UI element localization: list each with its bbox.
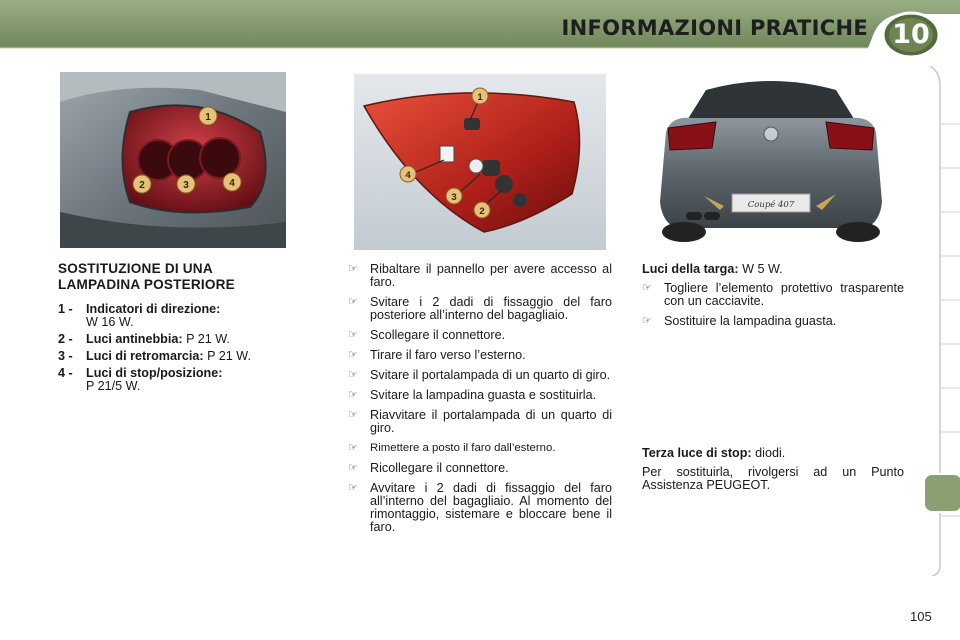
list-item: ☞ Togliere l’elemento protettivo trasparente con un cacciavite. <box>642 281 904 308</box>
hand-pointer-icon: ☞ <box>348 329 358 341</box>
list-item: ☞ Sostituire la lampadina guasta. <box>642 314 837 328</box>
steps-column <box>348 263 612 541</box>
list-item: ☞ Avvitare i 2 dadi di fissaggio del faro all’interno del bagagliaio. Al momento del rimontaggio, sistemare e bloccare bene il faro. <box>348 481 612 534</box>
list-item: ☞ Ricollegare il connettore. <box>348 461 509 475</box>
list-item: ☞ Tirare il faro verso l’esterno. <box>348 348 526 362</box>
section-title: SOSTITUZIONE DI UNA LAMPADINA POSTERIORE <box>58 261 235 292</box>
callout-4-label: 4 <box>405 170 411 181</box>
callout-1-label: 1 <box>205 112 211 123</box>
list-item: ☞ Svitare la lampadina guasta e sostituirla. <box>348 388 597 402</box>
lamp-unit-image <box>354 74 606 250</box>
hand-pointer-icon: ☞ <box>348 349 358 361</box>
callout-3-label: 3 <box>451 192 457 203</box>
license-plate-heading: Luci della targa: W 5 W. <box>642 262 783 276</box>
list-item: ☞ Riavvitare il portalampada di un quarto di giro. <box>348 408 612 435</box>
list-item: ☞ Rimettere a posto il faro dall’esterno. <box>348 442 556 454</box>
third-brake-light-text: Per sostituirla, rivolgersi ad un Punto Assistenza PEUGEOT. <box>642 465 904 492</box>
license-plate-column <box>642 263 904 335</box>
bulb-item: 1 - Indicatori di direzione: W 16 W. <box>58 302 221 329</box>
car-rear-image <box>646 72 896 248</box>
list-item: ☞ Svitare i 2 dadi di fissaggio del faro posteriore all’interno del bagagliaio. <box>348 295 612 322</box>
list-item: ☞ Scollegare il connettore. <box>348 328 506 342</box>
bulb-list-column <box>58 261 304 397</box>
callout-2-label: 2 <box>479 206 485 217</box>
list-item: ☞ Ribaltare il pannello per avere accesso al faro. <box>348 262 612 289</box>
bulb-item: 3 - Luci di retromarcia: P 21 W. <box>58 349 251 363</box>
chapter-tab-active[interactable] <box>922 472 960 514</box>
hand-pointer-icon: ☞ <box>348 409 358 421</box>
hand-pointer-icon: ☞ <box>348 369 358 381</box>
hand-pointer-icon: ☞ <box>642 315 652 327</box>
hand-pointer-icon: ☞ <box>642 282 652 294</box>
third-brake-light-section <box>642 447 904 498</box>
hand-pointer-icon: ☞ <box>348 263 358 275</box>
callout-2-label: 2 <box>139 180 145 191</box>
page-title: INFORMAZIONI PRATICHE <box>561 16 868 40</box>
callout-4-label: 4 <box>229 178 235 189</box>
hand-pointer-icon: ☞ <box>348 462 358 474</box>
third-brake-light-heading: Terza luce di stop: diodi. <box>642 446 786 460</box>
list-item: ☞ Svitare il portalampada di un quarto di giro. <box>348 368 611 382</box>
taillight-closeup-image <box>60 72 286 248</box>
hand-pointer-icon: ☞ <box>348 389 358 401</box>
hand-pointer-icon: ☞ <box>348 442 358 454</box>
chapter-number: 10 <box>892 19 930 50</box>
hand-pointer-icon: ☞ <box>348 482 358 494</box>
bulb-item: 2 - Luci antinebbia: P 21 W. <box>58 332 230 346</box>
callout-3-label: 3 <box>183 180 189 191</box>
bulb-item: 4 - Luci di stop/posizione: P 21/5 W. <box>58 366 223 393</box>
car-model-badge: Coupé 407 <box>747 200 795 210</box>
callout-1-label: 1 <box>477 92 483 103</box>
hand-pointer-icon: ☞ <box>348 296 358 308</box>
page-number: 105 <box>910 609 932 624</box>
